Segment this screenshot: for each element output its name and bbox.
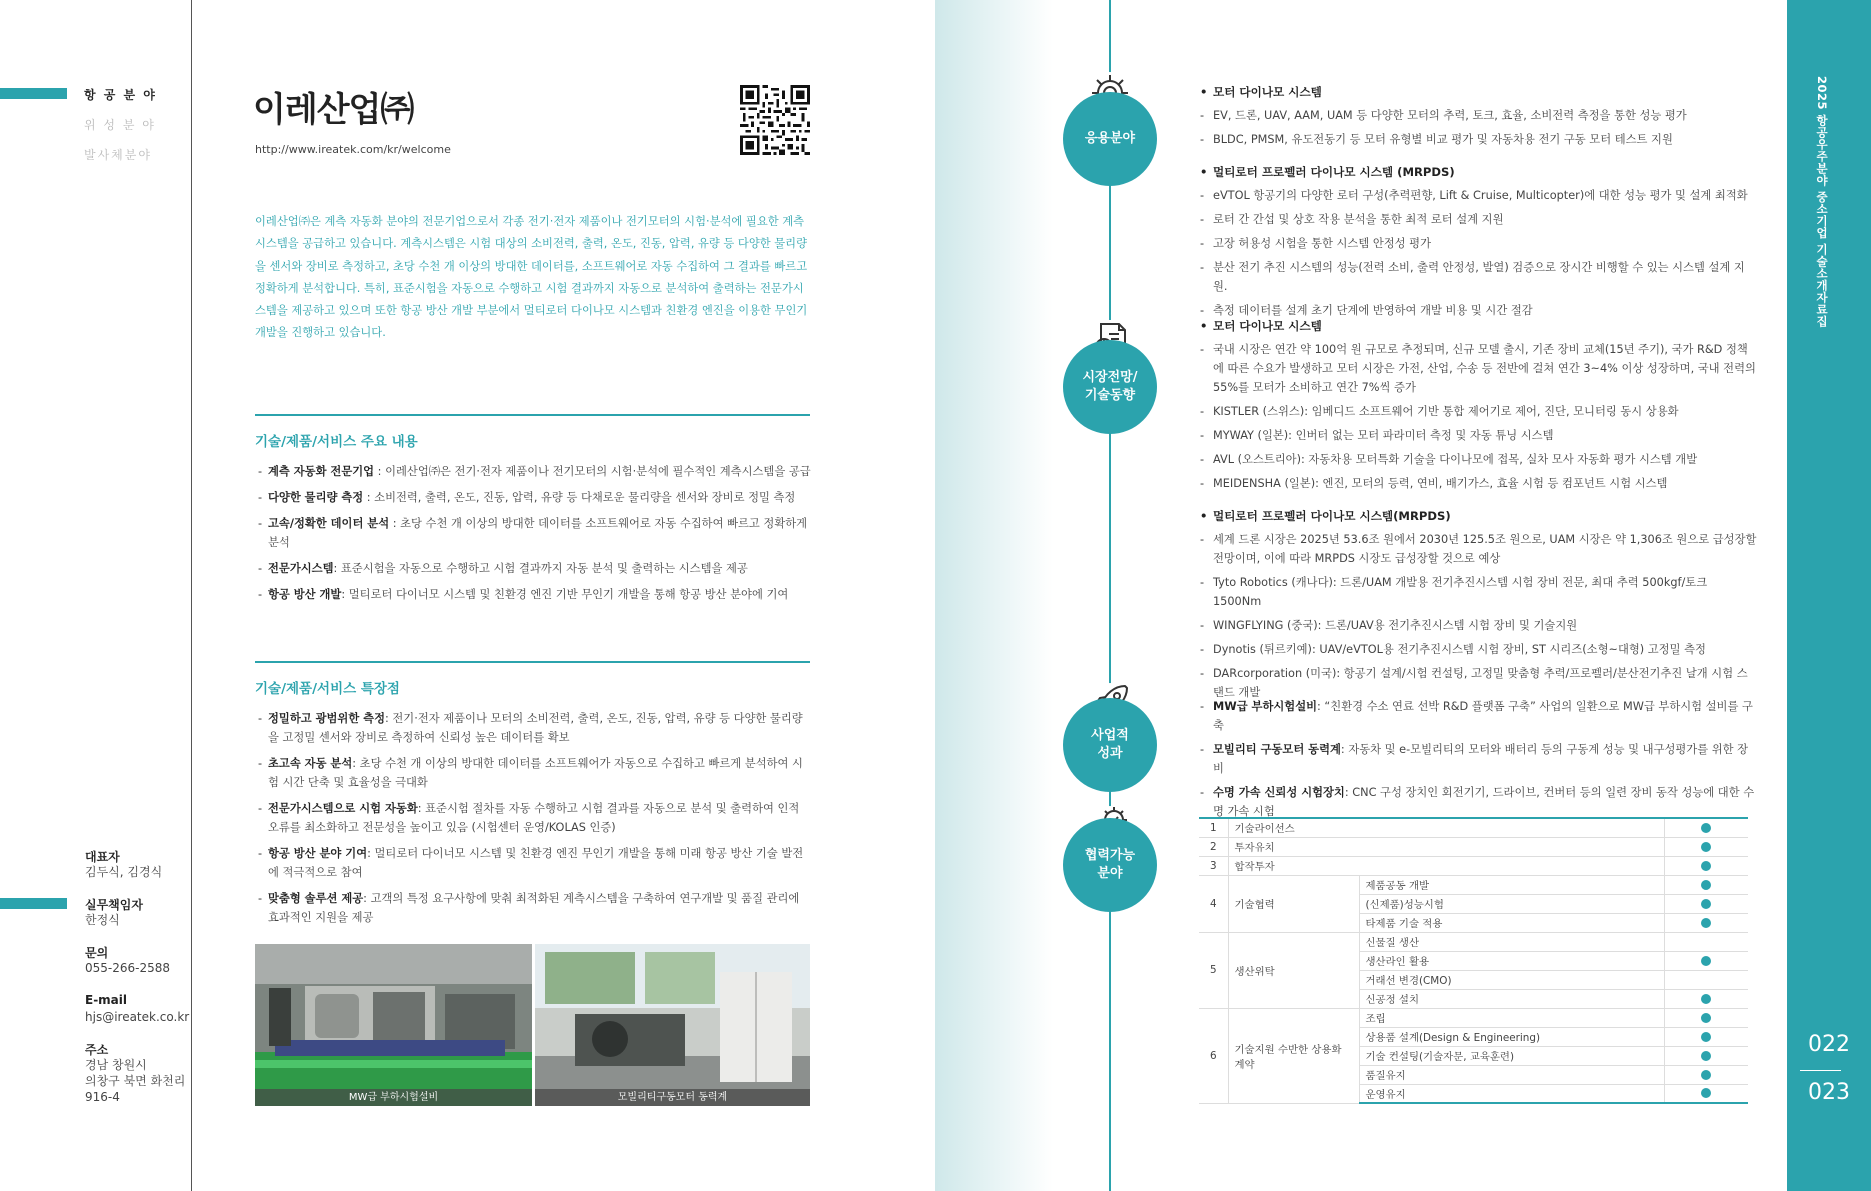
page-number-divider [1800, 1070, 1841, 1071]
group-heading: • 멀티로터 프로펠러 다이나모 시스템(MRPDS) [1198, 507, 1758, 525]
availability-cell [1664, 894, 1748, 913]
availability-cell [1664, 951, 1748, 970]
list-item-text: : CNC 구성 장치인 회전기기, 드라이브, 컨버터 등의 일련 장비 동작 성능에 대한 수명 가속 시험 [1213, 786, 1755, 818]
features-section-divider [255, 661, 810, 663]
cooperation-subcategory: 조립 [1359, 1008, 1664, 1027]
address-label: 주소 [85, 1043, 109, 1057]
list-item: - BLDC, PMSM, 유도전동기 등 모터 유형별 비교 평가 및 자동차용 전기 구동 모터 테스트 지원 [1198, 130, 1758, 149]
company-introduction: 이레산업㈜은 계측 자동화 분야의 전문기업으로서 각종 전기·전자 제품이나 전기모터의 시험·분석에 필요한 계측시스템을 공급하고 있습니다. 계측시스템은 시험 대상의 소비전력, 출력, 온도, 진동, 압력, 유량 등 다양한 물리량을 센서와 장비로 측정하고, 초당 수천 개 이상의 방대한 데이터를, 소프트웨어로 자동 수집하여 그 결과를 빠르고 정확하게 분석합니다. 특히, 표준시험을 자동으로 수행하고 시험 결과까지 자동으로 분석하여 출력하는 전문가시스템을 제공하고 있으며 또한 항공 방산 개발 부분에서 멀티로터 다이나모 시스템과 친환경 엔진을 이용한 무인기 개발을 진행하고 있습니다. [255, 215, 808, 340]
table-row [1199, 837, 1748, 856]
availability-cell [1664, 1008, 1748, 1027]
cooperation-category: 합작투자 [1228, 856, 1664, 875]
cooperation-subcategory: 신물질 생산 [1359, 932, 1664, 951]
cooperation-subcategory: 제품공동 개발 [1359, 875, 1664, 894]
availability-cell [1664, 1027, 1748, 1046]
availability-cell [1664, 1046, 1748, 1065]
list-item-text: : 소비전력, 출력, 온도, 진동, 압력, 유량 등 다채로운 물리량을 센서와 장비로 정밀 측정 [363, 491, 796, 504]
category-satellite[interactable]: 위 성 분 야 [84, 118, 156, 132]
achievement-content [1198, 697, 1758, 826]
availability-cell [1664, 837, 1748, 856]
rep-label: 대표자 [85, 850, 120, 864]
section-label-application [1063, 92, 1157, 186]
company-url-link[interactable]: http://www.ireatek.com/kr/welcome [255, 143, 451, 156]
list-item: - eVTOL 항공기의 다양한 로터 구성(추력편향, Lift & Cruise, Multicopter)에 대한 성능 평가 및 설계 최적화 [1198, 186, 1758, 205]
section-label-text: 시장전망/ [1082, 370, 1138, 385]
list-item-bold: 고속/정확한 데이터 분석 [268, 517, 390, 530]
availability-dot-icon [1701, 918, 1711, 928]
left-margin-divider [191, 0, 192, 1191]
list-item: - Dynotis (튀르키예): UAV/eVTOL용 전기추진시스템 시험 장비, ST 시리즈(소형~대형) 고정밀 측정 [1198, 640, 1758, 659]
list-item-bold: 계측 자동화 전문기업 [268, 465, 375, 478]
group-heading: • 멀티로터 프로펠러 다이나모 시스템 (MRPDS) [1198, 163, 1758, 181]
features-section-title: 기술/제품/서비스 특장점 [255, 681, 400, 697]
contact-indicator-bar [0, 898, 67, 909]
list-item-text: : 고객의 특정 요구사항에 맞춰 최적화된 계측시스템을 구축하여 연구개발 및 품질 관리에 효과적인 지원을 제공 [268, 892, 800, 924]
page-number-right: 023 [1808, 1080, 1850, 1105]
list-item-text: : 초당 수천 개 이상의 방대한 데이터를 소프트웨어로 자동 수집하여 빠르고 정확하게 분석 [268, 517, 808, 549]
row-number: 2 [1199, 837, 1228, 856]
manager-value: 한정식 [85, 913, 120, 927]
section-label-market [1063, 340, 1157, 434]
availability-dot-icon [1701, 956, 1711, 966]
address-line-3: 916-4 [85, 1090, 120, 1104]
availability-dot-icon [1701, 899, 1711, 909]
application-content [1198, 83, 1758, 325]
cooperation-category: 생산위탁 [1228, 932, 1359, 1008]
cooperation-subcategory: 타제품 기술 적용 [1359, 913, 1664, 932]
availability-dot-icon [1701, 823, 1711, 833]
email-label: E-mail [85, 993, 128, 1007]
list-item-bold: MW급 부하시험설비 [1213, 700, 1318, 713]
list-item-bold: 항공 방산 개발 [268, 588, 342, 601]
availability-dot-icon [1701, 1032, 1711, 1042]
list-item [255, 585, 811, 604]
row-number: 6 [1199, 1008, 1228, 1103]
list-item-text: : 표준시험을 자동으로 수행하고 시험 결과까지 자동 분석 및 출력하는 시스템을 제공 [333, 562, 748, 575]
list-item [255, 754, 811, 792]
list-item [1198, 740, 1758, 778]
cooperation-subcategory: 운영유지 [1359, 1084, 1664, 1103]
list-item: - 분산 전기 추진 시스템의 성능(전력 소비, 출력 안정성, 발열) 검증으로 장시간 비행할 수 있는 시스템 설계 지원. [1198, 258, 1758, 296]
list-item [255, 514, 811, 552]
availability-cell [1664, 1084, 1748, 1103]
section-label-cooperation [1063, 818, 1157, 912]
list-item-bold: 초고속 자동 분석 [268, 757, 353, 770]
address-line-2: 의창구 북면 화천리 [85, 1074, 186, 1088]
section-label-text: 기술동향 [1084, 388, 1136, 403]
row-number: 3 [1199, 856, 1228, 875]
section-label-text: 사업적 [1091, 728, 1129, 743]
group-heading: • 모터 다이나모 시스템 [1198, 83, 1758, 101]
cooperation-category: 기술라이선스 [1228, 818, 1664, 837]
cooperation-subcategory: 생산라인 활용 [1359, 951, 1664, 970]
list-item: - AVL (오스트리아): 자동차용 모터특화 기술을 다이나모에 접목, 실차 모사 자동화 평가 시스템 개발 [1198, 450, 1758, 469]
list-item: - WINGFLYING (중국): 드론/UAV용 전기추진시스템 시험 장비 및 기술지원 [1198, 616, 1758, 635]
page-number-left: 022 [1808, 1032, 1850, 1057]
list-item-text: : 표준시험 절차를 자동 수행하고 시험 결과를 자동으로 분석 및 출력하여 인적 오류를 최소화하고 전문성을 높이고 있음 (시험센터 운영/KOLAS 인증) [268, 802, 800, 834]
list-item: - EV, 드론, UAV, AAM, UAM 등 다양한 모터의 추력, 토크, 효율, 소비전력 측정을 통한 성능 평가 [1198, 106, 1758, 125]
section-label-text: 성과 [1097, 746, 1123, 761]
availability-dot-icon [1701, 1051, 1711, 1061]
company-title: 이레산업㈜ [253, 90, 414, 130]
row-number: 5 [1199, 932, 1228, 1008]
availability-cell [1664, 932, 1748, 951]
table-row [1199, 818, 1748, 837]
main-content-list [255, 462, 811, 611]
list-item [255, 889, 811, 927]
category-indicator-bar [0, 88, 67, 99]
availability-cell [1664, 1065, 1748, 1084]
list-item [1198, 697, 1758, 735]
list-item [255, 709, 811, 747]
list-item-bold: 정밀하고 광범위한 측정 [268, 712, 385, 725]
list-item [255, 462, 811, 481]
list-item: - 세계 드론 시장은 2025년 53.6조 원에서 2030년 125.5조 원으로, UAM 시장은 약 1,306조 원으로 급성장할 전망이며, 이에 따라 MRPDS 시장도 급성장할 것으로 예상 [1198, 530, 1758, 568]
address-line-1: 경남 창원시 [85, 1058, 147, 1072]
list-item-text: : 멀티로터 다이너모 시스템 및 친환경 엔진 기반 무인기 개발을 통해 항공 방산 분야에 기여 [341, 588, 789, 601]
list-item-bold: 전문가시스템 [268, 562, 334, 575]
email-link[interactable]: hjs@ireatek.co.kr [85, 1010, 190, 1024]
list-item-bold: 수명 가속 신뢰성 시험장치 [1213, 786, 1345, 799]
section-label-text: 분야 [1097, 866, 1123, 881]
list-item: - KISTLER (스위스): 임베디드 소프트웨어 기반 통합 제어기로 제어, 진단, 모니터링 동시 상용화 [1198, 402, 1758, 421]
publication-title: 2025 항공우주분야 중소기업 기술소개자료집 [1815, 76, 1829, 328]
list-item: - DARcorporation (미국): 항공기 설계/시험 컨설팅, 고정밀 맞춤형 추력/프로펠러/분산전기추진 날개 시험 스탠드 개발 [1198, 664, 1758, 702]
list-item: - MEIDENSHA (일본): 엔진, 모터의 등력, 연비, 배기가스, 효율 시험 등 컴포넌트 시험 시스템 [1198, 474, 1758, 493]
page-gutter-gradient [935, 0, 1053, 1191]
list-item [255, 559, 811, 578]
cooperation-subcategory: 기술 컨설팅(기술자문, 교육훈련) [1359, 1046, 1664, 1065]
availability-cell [1664, 856, 1748, 875]
cooperation-subcategory: 상용품 설계(Design & Engineering) [1359, 1027, 1664, 1046]
category-launch-vehicle[interactable]: 발사체분야 [84, 148, 152, 162]
cooperation-subcategory: 품질유지 [1359, 1065, 1664, 1084]
cooperation-category: 투자유치 [1228, 837, 1664, 856]
market-content [1198, 317, 1758, 707]
list-item-text: : 이레산업㈜은 전기·전자 제품이나 전기모터의 시험·분석에 필수적인 계측시스템을 공급 [374, 465, 811, 478]
list-item-bold: 전문가시스템으로 시험 자동화 [268, 802, 418, 815]
list-item-text: : 멀티로터 다이너모 시스템 및 친환경 엔진 무인기 개발을 통해 미래 항공 방산 기술 발전에 적극적으로 참여 [268, 847, 804, 879]
list-item-text: : “친환경 수소 연료 선박 R&D 플랫폼 구축” 사업의 일환으로 MW급 부하시험 설비를 구축 [1213, 700, 1753, 732]
section-label-text: 협력가능 [1084, 848, 1136, 863]
section-label-text: 응용분야 [1084, 131, 1136, 146]
availability-cell [1664, 970, 1748, 989]
list-item: - MYWAY (일본): 인버터 없는 모터 파라미터 측정 및 자동 튜닝 시스템 [1198, 426, 1758, 445]
availability-cell [1664, 989, 1748, 1008]
main-section-divider [255, 414, 810, 416]
availability-dot-icon [1701, 1088, 1711, 1098]
list-item: - 측정 데이터를 설계 초기 단계에 반영하여 개발 비용 및 시간 절감 [1198, 301, 1758, 320]
cooperation-subcategory: 거래선 변경(CMO) [1359, 970, 1664, 989]
list-item: - 국내 시장은 연간 약 100억 원 규모로 추정되며, 신규 모델 출시, 기존 장비 교체(15년 주기), 국가 R&D 정책에 따른 수요가 발생하고 모터 시장은 가전, 산업, 수송 등 전반에 걸쳐 연간 3~4% 이상 성장하며, 국내 전력의 55%를 모터가 소비하고 연간 7%씩 증가 [1198, 340, 1758, 397]
row-number: 4 [1199, 875, 1228, 932]
cooperation-category: 기술협력 [1228, 875, 1359, 932]
manager-label: 실무책임자 [85, 898, 143, 912]
table-row [1199, 875, 1748, 894]
list-item-text: : 자동차 및 e-모빌리티의 모터와 배터리 등의 구동계 성능 및 내구성평가를 위한 장비 [1213, 743, 1749, 775]
availability-dot-icon [1701, 1070, 1711, 1080]
cooperation-category: 기술지원 수반한 상용화 계약 [1228, 1008, 1359, 1103]
availability-dot-icon [1701, 842, 1711, 852]
cooperation-table [1199, 817, 1748, 1104]
list-item-text: : 초당 수천 개 이상의 방대한 데이터를 소프트웨어가 자동으로 수집하고 빠르게 분석하여 시험 시간 단축 및 효율성을 극대화 [268, 757, 803, 789]
qr-code-icon[interactable] [740, 85, 810, 155]
list-item: - 고장 허용성 시험을 통한 시스템 안정성 평가 [1198, 234, 1758, 253]
category-aviation[interactable]: 항 공 분 야 [84, 88, 157, 102]
list-item-bold: 항공 방산 분야 기여 [268, 847, 368, 860]
cooperation-subcategory: 신공정 설치 [1359, 989, 1664, 1008]
inquiry-phone[interactable]: 055-266-2588 [85, 961, 171, 975]
availability-cell [1664, 875, 1748, 894]
list-item-bold: 맞춤형 솔루션 제공 [268, 892, 364, 905]
table-row [1199, 1008, 1748, 1027]
section-label-achievement [1063, 698, 1157, 792]
table-row [1199, 932, 1748, 951]
photo-caption: MW급 부하시험설비 [255, 1089, 532, 1106]
list-item-bold: 모빌리티 구동모터 동력계 [1213, 743, 1341, 756]
rep-value: 김두식, 김경식 [85, 865, 163, 879]
main-section-title: 기술/제품/서비스 주요 내용 [255, 434, 418, 450]
photo-load-test-facility [255, 944, 532, 1106]
group-heading: • 모터 다이나모 시스템 [1198, 317, 1758, 335]
availability-dot-icon [1701, 1013, 1711, 1023]
availability-cell [1664, 818, 1748, 837]
photo-mobility-dynamometer [535, 944, 810, 1106]
features-list [255, 709, 811, 934]
list-item-bold: 다양한 물리량 측정 [268, 491, 364, 504]
photo-caption: 모빌리티구동모터 동력계 [535, 1089, 810, 1106]
table-row [1199, 856, 1748, 875]
list-item: - 로터 간 간섭 및 상호 작용 분석을 통한 최적 로터 설계 지원 [1198, 210, 1758, 229]
inquiry-label: 문의 [85, 946, 109, 960]
list-item [1198, 783, 1758, 821]
row-number: 1 [1199, 818, 1228, 837]
list-item-text: : 전기·전자 제품이나 모터의 소비전력, 출력, 온도, 진동, 압력, 유량 등 다양한 물리량을 고정밀 센서와 장비로 측정하여 신뢰성 높은 데이터를 확보 [268, 712, 803, 744]
list-item: - Tyto Robotics (캐나다): 드론/UAM 개발용 전기추진시스템 시험 장비 전문, 최대 추력 500kgf/토크 1500Nm [1198, 573, 1758, 611]
list-item [255, 844, 811, 882]
availability-dot-icon [1701, 994, 1711, 1004]
list-item [255, 799, 811, 837]
cooperation-subcategory: (신제품)성능시험 [1359, 894, 1664, 913]
availability-dot-icon [1701, 861, 1711, 871]
availability-cell [1664, 913, 1748, 932]
list-item [255, 488, 811, 507]
availability-dot-icon [1701, 880, 1711, 890]
